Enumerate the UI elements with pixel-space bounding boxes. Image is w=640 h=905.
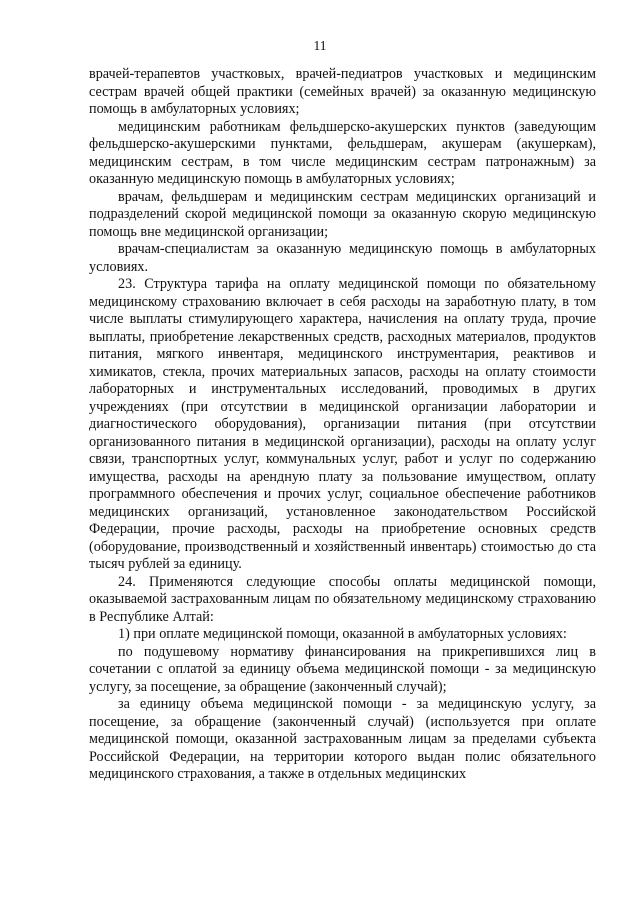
paragraph: врачам, фельдшерам и медицинским сестрам медицинских организаций и подразделений скорой медицинской помощи за оказанную скорую медицинскую помощь вне медицинской организации; [89,188,596,240]
page-number: 11 [313,38,327,53]
paragraph: 1) при оплате медицинской помощи, оказанной в амбулаторных условиях: [118,626,567,642]
paragraph: по подушевому нормативу финансирования на прикрепившихся лиц в сочетании с оплатой за единицу объема медицинской помощи - за медицинскую услугу, за посещение, за обращение (законченный случай); [89,643,596,695]
paragraph: врачам-специалистам за оказанную медицинскую помощь в амбулаторных условиях. [89,241,596,275]
paragraph: врачей-терапевтов участковых, врачей-педиатров участковых и медицинским сестрам врачей общей практики (семейных врачей) за оказанную медицинскую помощь в амбулаторных условиях; [89,66,596,117]
paragraph: за единицу объема медицинской помощи - за медицинскую услугу, за посещение, за обращение (законченный случай) (используется при оплате медицинской помощи, оказанной застрахованным лицам за пределами субъекта Российской Федерации, на территории которого выдан полис обязательного медицинского страхования, а также в отдельных медицинских [89,696,596,782]
paragraph: 23. Структура тарифа на оплату медицинской помощи по обязательному медицинскому страхованию включает в себя расходы на заработную плату, в том числе выплаты стимулирующего характера, начисления на оплату труда, прочие выплаты, приобретение лекарственных средств, расходных материалов, продуктов питания, мягкого инвентаря, медицинского инструментария, реактивов и химикатов, стекла, прочих материальных запасов, расходы на оплату стоимости лабораторных и инструментальных исследований, проводимых в других учреждениях (при отсутствии в медицинской организации лаборатории и диагностического оборудования), организации питания (при отсутствии организованного питания в медицинской организации), расходы на оплату услуг связи, транспортных услуг, коммунальных услуг, работ и услуг по содержанию имущества, расходы на арендную плату за пользование имуществом, оплату программного обеспечения и прочих услуг, социальное обеспечение работников медицинских организаций, установленное законодательством Российской Федерации, прочие расходы, расходы на приобретение основных средств (оборудование, производственный и хозяйственный инвентарь) стоимостью до ста тысяч рублей за единицу. [89,276,596,572]
body-text [89,66,596,784]
paragraph: 24. Применяются следующие способы оплаты медицинской помощи, оказываемой застрахованным лицам по обязательному медицинскому страхованию в Республике Алтай: [89,573,596,625]
paragraph: медицинским работникам фельдшерско-акушерских пунктов (заведующим фельдшерско-акушерскими пунктами, фельдшерам, акушерам (акушеркам), медицинским сестрам, в том числе медицинским сестрам патронажным) за оказанную медицинскую помощь в амбулаторных условиях; [89,118,596,187]
